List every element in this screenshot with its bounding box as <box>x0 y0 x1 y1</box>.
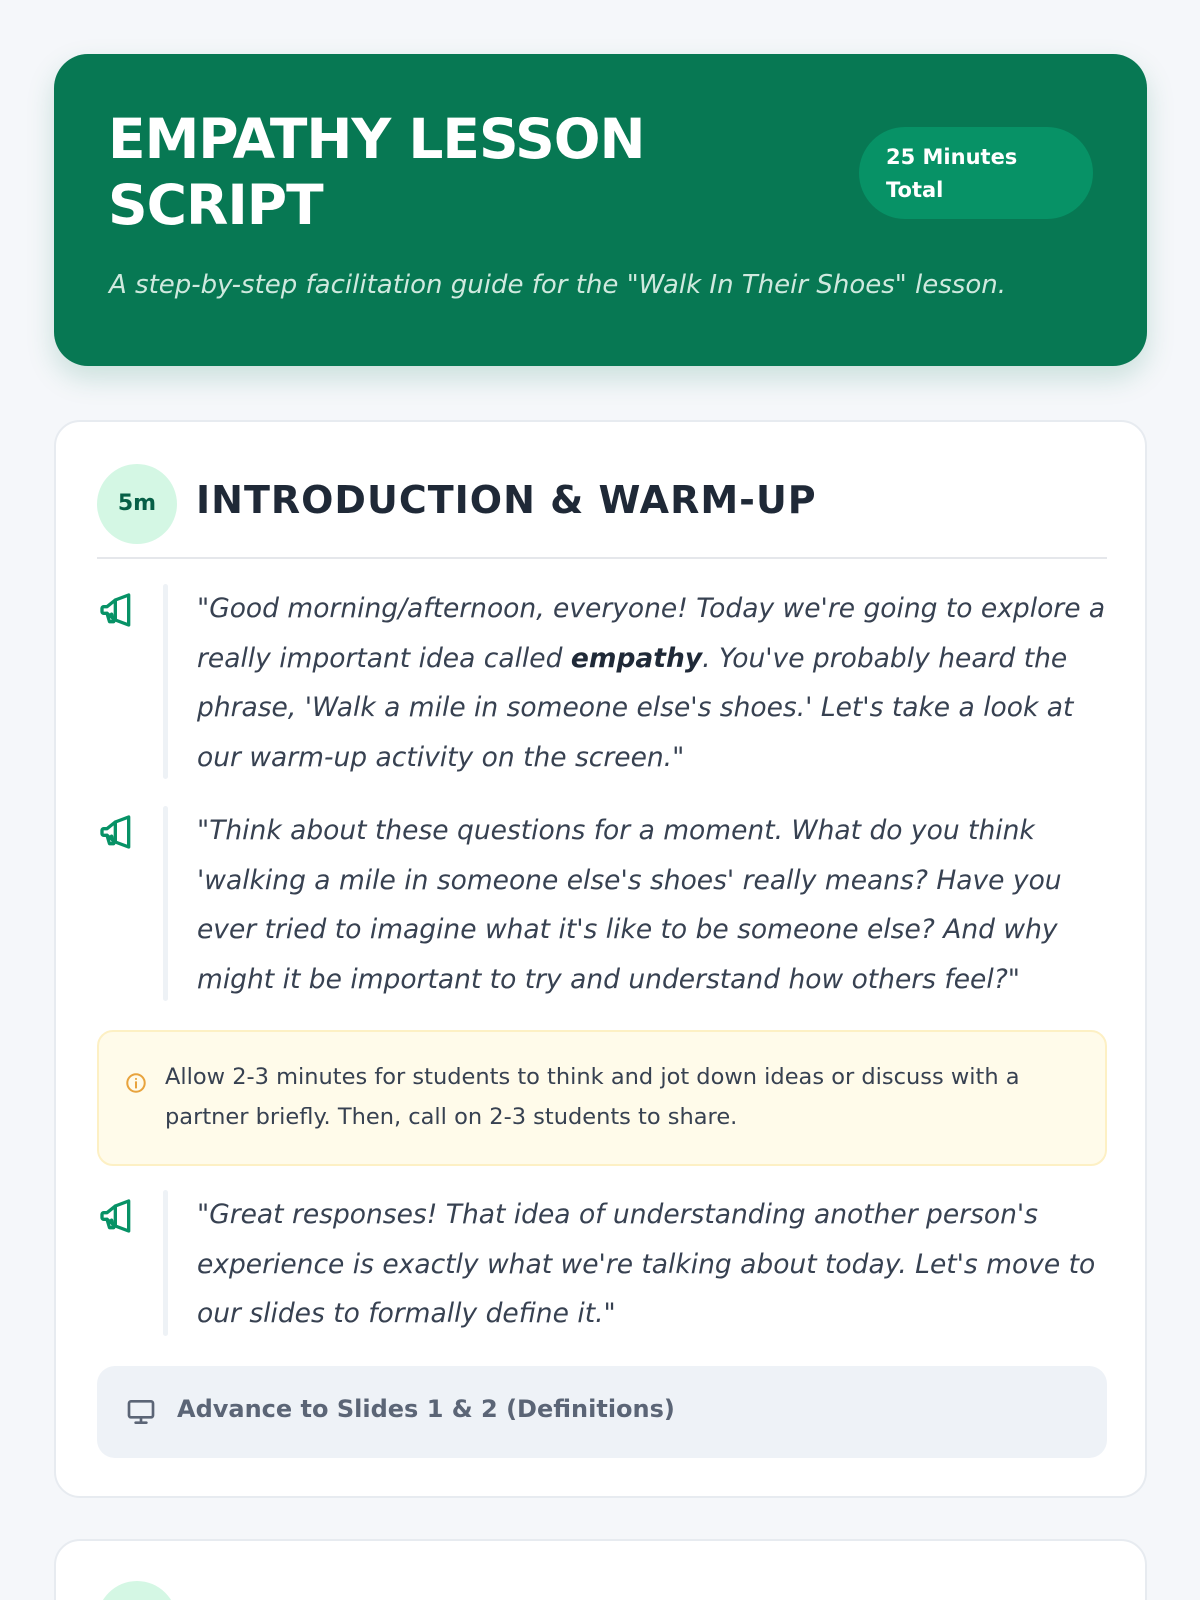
script-text: "Great responses! That idea of understanding another person's experience is exactly what we're talking about today. Let's move to our slides to formally define it." <box>197 1199 1096 1329</box>
badge-line-2: Total <box>886 178 944 202</box>
script-emphasis: empathy <box>570 642 703 674</box>
page-subtitle: A step-by-step facilitation guide for the "Walk In Their Shoes" lesson. <box>109 270 1006 300</box>
info-icon <box>125 1072 147 1094</box>
megaphone-icon <box>97 1196 137 1236</box>
megaphone-icon <box>97 812 137 852</box>
page-title <box>108 106 708 238</box>
facilitator-note <box>97 1030 1107 1166</box>
section-duration-badge: 5m <box>97 464 177 544</box>
script-block <box>97 1190 1107 1336</box>
note-text: Allow 2-3 minutes for students to think and jot down ideas or discuss with a partner briefly. Then, call on 2-3 students to share. <box>165 1064 1020 1130</box>
section-card-introduction <box>54 420 1147 1498</box>
section-divider <box>97 557 1107 559</box>
quote-bar <box>163 584 168 779</box>
script-text-part: . You've probably heard the phrase, 'Walk a mile in someone else's shoes.' Let's take a look at our warm-up activity on the screen." <box>197 642 1074 773</box>
title-line-2: SCRIPT <box>108 173 323 237</box>
slide-action <box>97 1366 1107 1458</box>
script-block <box>97 806 1107 1001</box>
section-card-next <box>54 1539 1147 1600</box>
script-text: "Think about these questions for a moment. What do you think 'walking a mile in someone else's shoes' really means? Have you ever tried to imagine what it's like to be someone else? And why might it be important to try and understand how others feel?" <box>197 815 1062 995</box>
script-text-part: "Good morning/afternoon, everyone! Today we're going to explore a really important idea called <box>197 593 1106 674</box>
total-duration-badge <box>859 127 1093 219</box>
section-title: INTRODUCTION & WARM-UP <box>196 478 817 522</box>
script-text <box>197 584 1109 782</box>
section-duration-badge <box>97 1581 177 1600</box>
quote-bar <box>163 1190 168 1336</box>
title-line-1: EMPATHY LESSON <box>108 107 645 171</box>
quote-bar <box>163 806 168 1001</box>
script-block <box>97 584 1107 779</box>
lesson-header <box>54 54 1147 366</box>
action-text: Advance to Slides 1 & 2 (Definitions) <box>177 1395 675 1423</box>
megaphone-icon <box>97 590 137 630</box>
monitor-icon <box>124 1396 158 1428</box>
badge-line-1: 25 Minutes <box>886 145 1018 169</box>
